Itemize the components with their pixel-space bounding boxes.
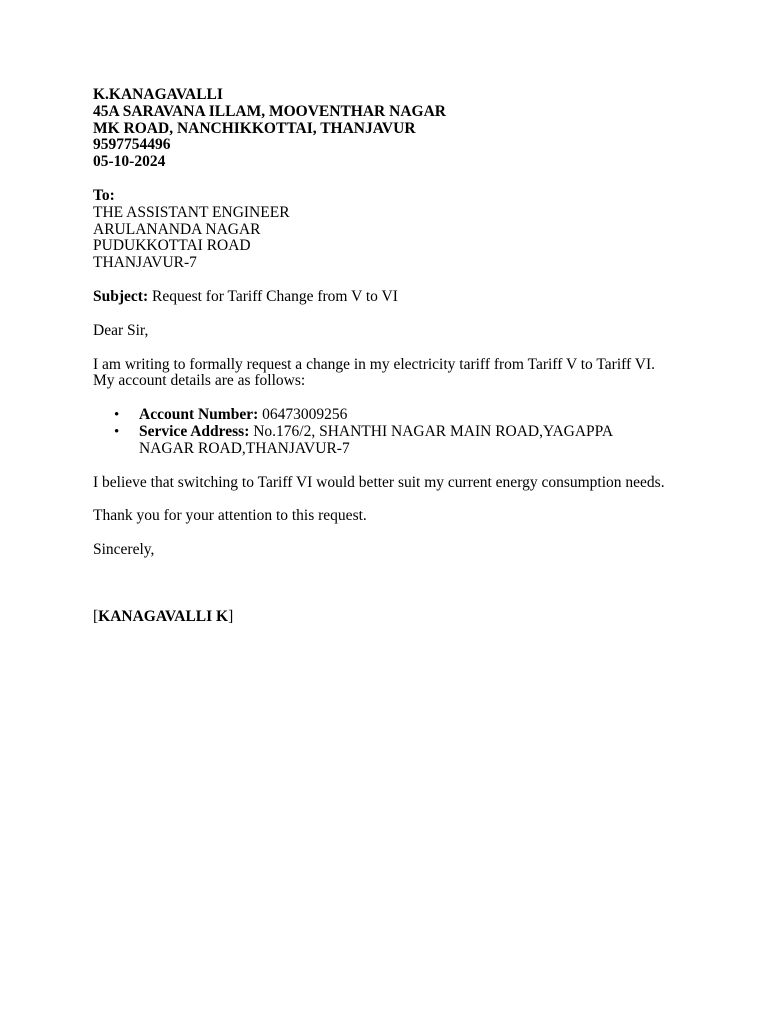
- spacer: [93, 171, 693, 188]
- recipient-line2: ARULANANDA NAGAR: [93, 220, 261, 238]
- list-item: [93, 407, 693, 424]
- recipient-line3: PUDUKKOTTAI ROAD: [93, 237, 251, 255]
- sender-block: [93, 87, 693, 171]
- spacer: [93, 458, 693, 475]
- list-item: [93, 424, 693, 458]
- subject-line: [93, 289, 693, 306]
- spacer: [93, 390, 693, 407]
- account-number-label: Account Number:: [139, 406, 259, 424]
- sender-address-line2: MK ROAD, NANCHIKKOTTAI, THANJAVUR: [93, 119, 416, 137]
- letter-page: [93, 87, 693, 626]
- account-number-value: 06473009256: [258, 406, 348, 424]
- spacer: [93, 491, 693, 508]
- signature-open-bracket: [: [93, 607, 99, 625]
- sender-phone: 9597754496: [93, 136, 171, 154]
- recipient-block: [93, 188, 693, 272]
- subject-label: Subject:: [93, 287, 149, 305]
- thanks-paragraph: Thank you for your attention to this request.: [93, 507, 367, 525]
- spacer: [93, 306, 693, 323]
- recipient-line4: THANJAVUR-7: [93, 254, 197, 272]
- service-address-value: No.176/2, SHANTHI NAGAR MAIN ROAD,YAGAPPA: [249, 422, 614, 440]
- signature-name: KANAGAVALLI K: [98, 607, 229, 625]
- intro-paragraph: [93, 357, 693, 391]
- recipient-label: To:: [93, 186, 115, 204]
- spacer: [93, 340, 693, 357]
- account-details-list: [93, 407, 693, 457]
- salutation: Dear Sir,: [93, 321, 149, 339]
- closing: Sincerely,: [93, 541, 155, 559]
- spacer: [93, 272, 693, 289]
- signature-space: [93, 559, 693, 609]
- service-address-value-cont: NAGAR ROAD,THANJAVUR-7: [139, 439, 350, 457]
- intro-line2: My account details are as follows:: [93, 372, 306, 390]
- service-address-label: Service Address:: [139, 422, 250, 440]
- intro-line1: I am writing to formally request a change in my electricity tariff from Tariff V to Tariff VI.: [93, 355, 655, 373]
- signature-close-bracket: ]: [228, 607, 234, 625]
- sender-address-line1: 45A SARAVANA ILLAM, MOOVENTHAR NAGAR: [93, 102, 446, 120]
- letter-date: 05-10-2024: [93, 153, 166, 171]
- signature-line: [93, 609, 693, 626]
- spacer: [93, 525, 693, 542]
- recipient-line1: THE ASSISTANT ENGINEER: [93, 203, 290, 221]
- subject-text: Request for Tariff Change from V to VI: [148, 287, 398, 305]
- sender-name: K.KANAGAVALLI: [93, 86, 223, 103]
- reason-paragraph: I believe that switching to Tariff VI would better suit my current energy consumption needs.: [93, 473, 665, 491]
